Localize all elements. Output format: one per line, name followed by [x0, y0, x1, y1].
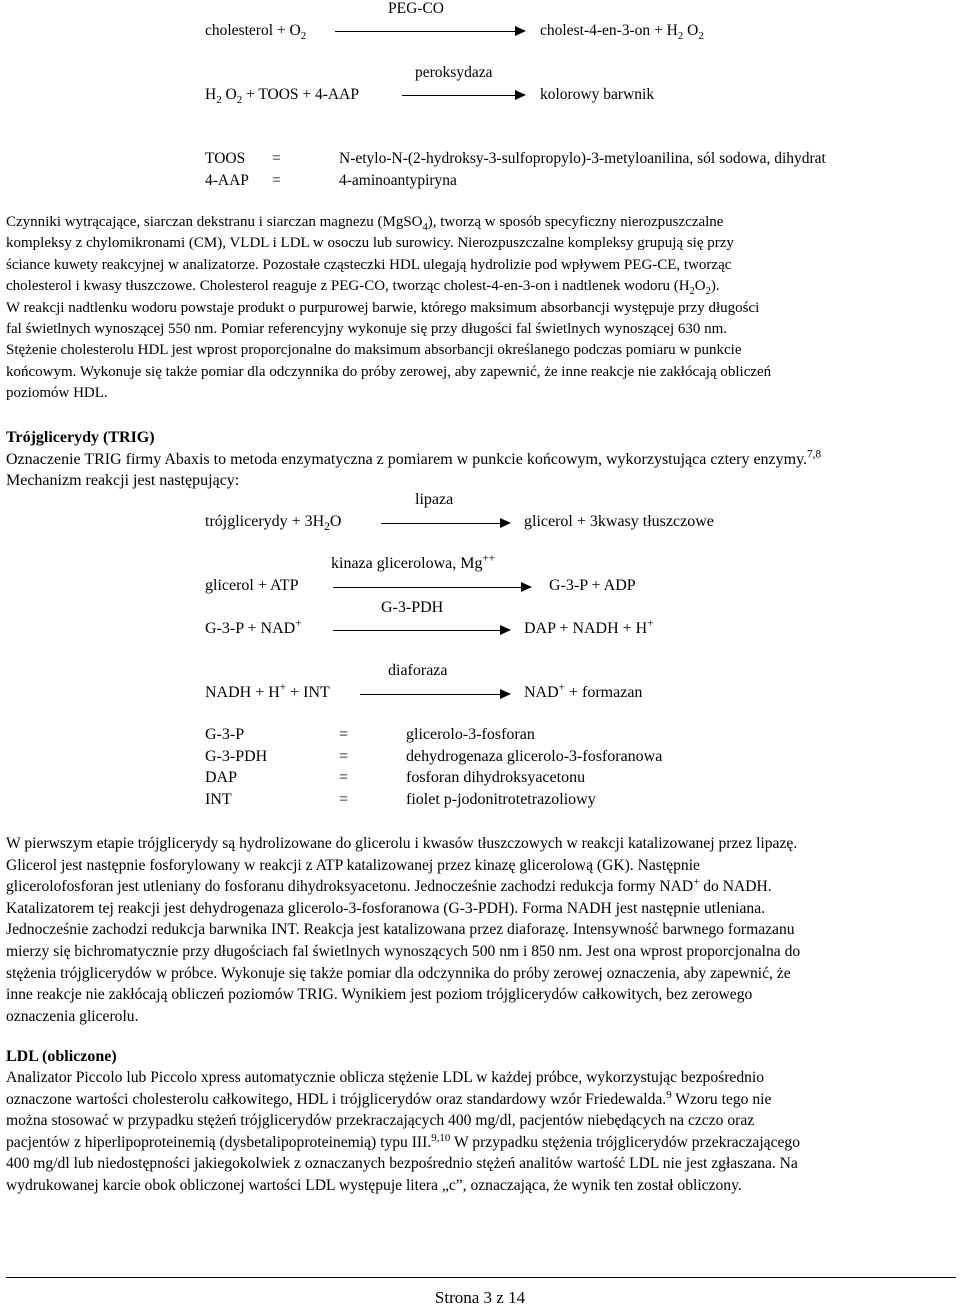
trig-abbrev-term: DAP — [205, 769, 238, 786]
trig-r2-enzyme: kinaza glicerolowa, Mg++ — [331, 552, 496, 572]
hdl-r1-arrow — [335, 31, 524, 32]
hdl-r1-right: cholest-4-en-3-on + $H_2$ $O_2$ — [540, 22, 704, 43]
trig-r1-enzyme: lipaza — [415, 491, 454, 508]
footer-divider — [6, 1277, 956, 1278]
trig-r4-right: NAD+ + formazan — [524, 681, 643, 701]
hdl-r1-left: cholesterol + $O_2$ — [205, 22, 307, 43]
trig-abbrev-def: fiolet p-jodonitrotetrazoliowy — [406, 791, 596, 808]
trig-abbrev-eq: = — [339, 769, 349, 786]
trig-intro: Mechanizm reakcji jest następujący: — [6, 472, 240, 489]
trig-intro: Oznaczenie TRIG firmy Abaxis to metoda enzymatyczna z pomiarem w punkcie końcowym, wykorzystująca cztery enzymy.$^{7,8}$ — [6, 448, 822, 468]
trig-r4-left: NADH + H+ + INT — [205, 681, 330, 701]
trig-r2-right: G-3-P + ADP — [549, 577, 636, 594]
trig-abbrev-def: glicerolo-3-fosforan — [406, 726, 535, 743]
hdl-abbrev-eq: = — [272, 172, 281, 189]
trig-r1-left: trójglicerydy + $3H_2O$ — [205, 513, 342, 534]
hdl-r2-left: $H_2$ $O_2$ + TOOS + 4-AAP — [205, 86, 359, 107]
hdl-r2-arrow — [402, 95, 524, 96]
trig-r1-arrow — [381, 523, 509, 524]
hdl-abbrev-def: N-etylo-N-(2-hydroksy-3-sulfopropylo)-3-metyloanilina, sól sodowa, dihydrat — [339, 150, 826, 167]
hdl-abbrev-eq: = — [272, 150, 281, 167]
hdl-r2-right: kolorowy barwnik — [540, 86, 655, 103]
trig-r1-right: glicerol + 3kwasy tłuszczowe — [524, 513, 714, 530]
trig-r4-enzyme: diaforaza — [388, 662, 448, 679]
ldl-paragraph: Analizator Piccolo lub Piccolo xpress automatycznie oblicza stężenie LDL w każdej próbce, wykorzystując bezpośrednio oznaczone wartości cholesterolu całkowitego, HDL i trójglicerydów oraz standardowy wzór Friedewalda.$^9$ Wzoru tego nie można stosować w przypadku stężeń trójglicerydów przekraczających 400 mg/dl, pacjentów niebędących na czczo oraz pacjentów z hiperlipoproteinemią (dysbetalipoproteinemią) typu III.$^{9,10}$ W przypadku stężenia trójglicerydów przekraczającego 400 mg/dl lub niedostępności jakiegokolwiek z oznaczanych bezpośrednio stężeń analitów wartość LDL nie jest zgłaszana. Na wydrukowanej karcie obok obliczonej wartości LDL występuje litera „c”, oznaczająca, że wynik ten został obliczony. — [6, 1069, 801, 1194]
trig-r2-left: glicerol + ATP — [205, 577, 299, 594]
hdl-r1-enzyme: PEG-CO — [388, 0, 444, 17]
trig-abbrev-eq: = — [339, 748, 349, 765]
hdl-r2-enzyme: peroksydaza — [415, 64, 493, 81]
trig-r3-arrow — [333, 630, 509, 631]
trig-abbrev-eq: = — [339, 791, 349, 808]
trig-heading: Trójglicerydy (TRIG) — [6, 429, 155, 446]
trig-abbrev-eq: = — [339, 726, 349, 743]
trig-abbrev-term: G-3-P — [205, 726, 245, 743]
trig-abbrev-def: fosforan dihydroksyacetonu — [406, 769, 586, 786]
trig-paragraph: W pierwszym etapie trójglicerydy są hydrolizowane do glicerolu i kwasów tłuszczowych w reakcji katalizowanej przez lipazę. Glicerol jest następnie fosforylowany w reakcji z ATP katalizowanej przez kinazę glicerolową (GK). Następnie glicerolofosforan jest utleniany do fosforanu dihydroksyacetonu. Jednocześnie zachodzi redukcja formy NAD+ do NADH. Katalizatorem tej reakcji jest dehydrogenaza glicerolo-3-fosforanowa (G-3-PDH). Forma NADH jest następnie utleniana. Jednocześnie zachodzi redukcja barwnika INT. Reakcja jest katalizowana przez diaforazę. Intensywność barwnego formazanu mierzy się bichromatycznie przy długościach fal świetlnych wynoszących 500 nm i 850 nm. Jest ona wprost proporcjonalna do stężenia trójglicerydów w próbce. Wykonuje się także pomiar dla odczynnika do próby zerowej oznaczenia, aby zapewnić, że inne reakcje nie zakłócają obliczeń poziomów TRIG. Wynikiem jest poziom trójglicerydów całkowitych, bez zerowego oznaczenia glicerolu. — [6, 835, 801, 1025]
page-number: Strona 3 z 14 — [434, 1288, 526, 1307]
trig-abbrev-def: dehydrogenaza glicerolo-3-fosforanowa — [406, 748, 663, 765]
hdl-paragraph: Czynniki wytrącające, siarczan dekstranu i siarczan magnezu (MgSO$_4$), tworzą w sposób specyficzny nierozpuszczalne kompleksy z chylomikronami (CM), VLDL i LDL w osoczu lub surowicy. Nierozpuszczalne kompleksy grupują się przy ściance kuwety reakcyjnej w analizatorze. Pozostałe cząsteczki HDL ulegają hydrolizie pod wpływem PEG-CE, tworząc cholesterol i kwasy tłuszczowe. Cholesterol reaguje z PEG-CO, tworząc cholest-4-en-3-on i nadtlenek wodoru $(H_2O_2)$. W reakcji nadtlenku wodoru powstaje produkt o purpurowej barwie, którego maksimum absorbancji występuje przy długości fal świetlnych wynoszącej 550 nm. Pomiar referencyjny wykonuje się przy długości fal świetlnych wynoszącej 630 nm. Stężenie cholesterolu HDL jest wprost proporcjonalne do maksimum absorbancji określanego podczas pomiaru w punkcie końcowym. Wykonuje się także pomiar dla odczynnika do próby zerowej, aby zapewnić, że inne reakcje nie zakłócają obliczeń poziomów HDL. — [6, 214, 772, 402]
trig-abbrev-term: INT — [205, 791, 232, 808]
hdl-abbrev-def: 4-aminoantypiryna — [339, 172, 457, 189]
ldl-heading: LDL (obliczone) — [6, 1048, 117, 1065]
hdl-abbrev-term: 4-AAP — [205, 172, 249, 189]
trig-r3-enzyme: G-3-PDH — [381, 599, 444, 616]
trig-r4-arrow — [360, 694, 509, 695]
trig-r3-right: DAP + NADH + H+ — [524, 617, 654, 637]
trig-r3-left: G-3-P + NAD+ — [205, 617, 302, 637]
trig-r2-arrow — [333, 587, 530, 588]
hdl-abbrev-term: TOOS — [205, 150, 246, 167]
trig-abbrev-term: G-3-PDH — [205, 748, 268, 765]
